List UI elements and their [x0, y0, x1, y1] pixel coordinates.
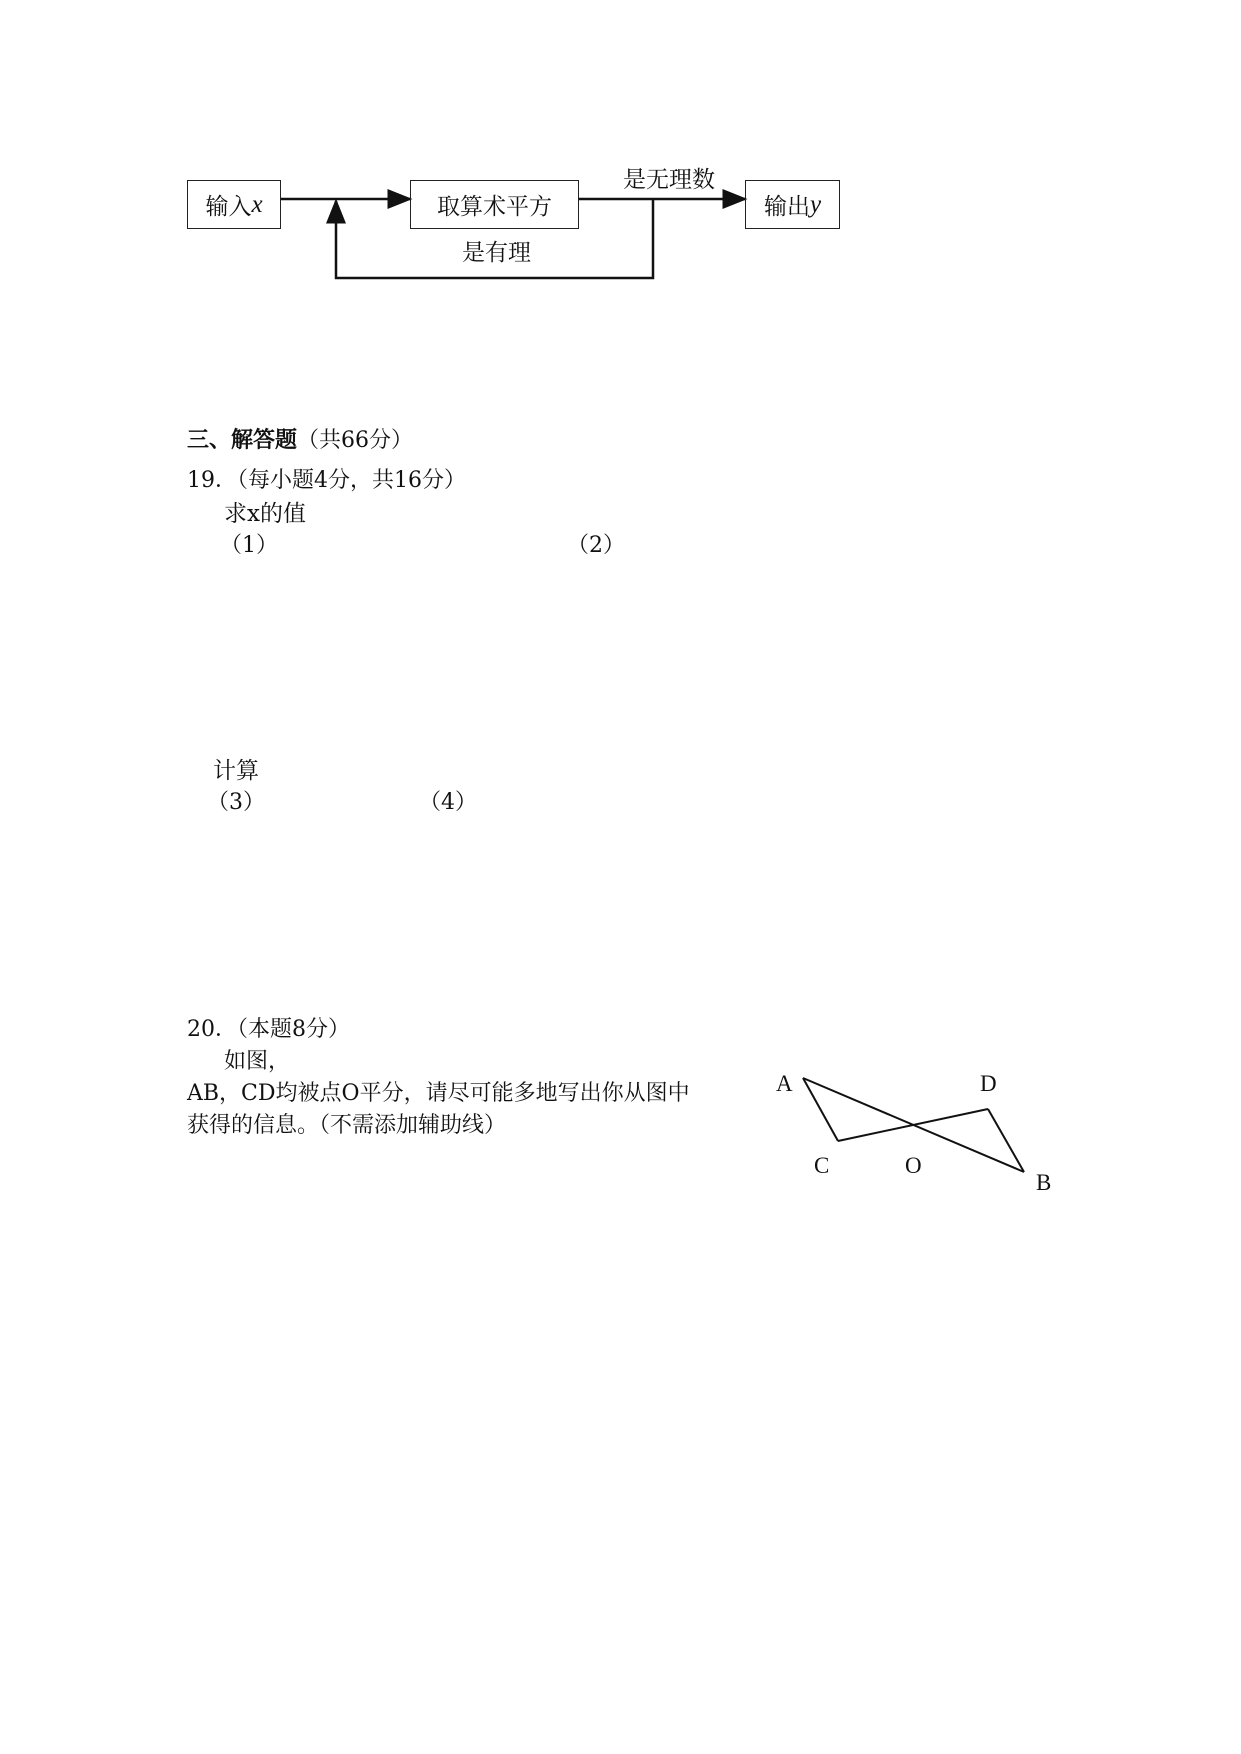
output-variable: y [809, 190, 822, 218]
q19-prompt: 求x的值 [224, 501, 306, 527]
q19-part4-label: （4） [419, 790, 477, 815]
point-a-label: A [776, 1071, 793, 1096]
irrational-label: 是无理数 [623, 167, 715, 193]
q19-header: 19．（每小题4分，共16分） [187, 468, 466, 493]
input-variable: x [251, 190, 263, 218]
q19-part3-label: （3） [207, 790, 265, 815]
q19-part1-label: （1） [220, 533, 278, 558]
point-o-label: O [905, 1153, 922, 1178]
input-box [187, 180, 281, 229]
q19-part2-label: （2） [567, 533, 625, 558]
point-b-label: B [1036, 1170, 1052, 1195]
q19-calc-prompt: 计算 [213, 758, 259, 784]
q20-line3: 获得的信息。（不需添加辅助线） [187, 1113, 507, 1138]
section-score: （共66分） [297, 428, 414, 453]
point-c-label: C [814, 1153, 830, 1178]
segment-cd [838, 1109, 988, 1141]
section-title: 三、解答题 [187, 428, 298, 453]
q20-line1: 如图， [224, 1049, 291, 1074]
section-heading [187, 427, 413, 455]
segment-ac [803, 1078, 838, 1141]
segment-db [988, 1109, 1024, 1172]
rational-label: 是有理 [462, 240, 531, 266]
process-box [410, 180, 579, 229]
q20-header: 20．（本题8分） [187, 1017, 350, 1042]
output-box [745, 180, 840, 229]
q20-line2: AB，CD均被点O平分，请尽可能多地写出你从图中 [187, 1081, 690, 1106]
output-label: 输出 [763, 194, 810, 220]
process-label: 取算术平方 [437, 194, 552, 220]
point-d-label: D [980, 1071, 997, 1096]
input-label: 输入 [205, 194, 252, 220]
